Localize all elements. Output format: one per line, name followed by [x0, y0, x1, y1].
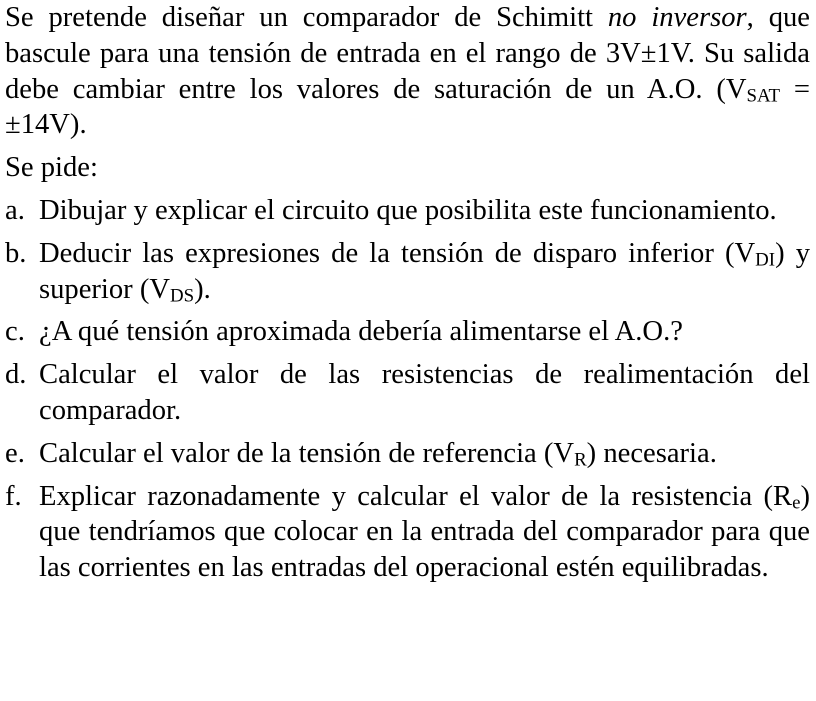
- problem-statement: [5, 0, 810, 143]
- item-text-3: ).: [194, 273, 211, 305]
- item-letter: b.: [5, 237, 27, 269]
- item-text-1: Explicar razonadamente y calcular el valor de la resistencia (R: [39, 480, 793, 512]
- vdi-subscript: DI: [755, 249, 776, 271]
- vds-subscript: DS: [170, 284, 195, 306]
- question-item-c: [5, 314, 810, 350]
- question-list: [5, 193, 810, 586]
- question-item-d: [5, 357, 810, 429]
- item-letter: f.: [5, 480, 22, 512]
- item-letter: e.: [5, 437, 25, 469]
- item-text: Calcular el valor de las resistencias de realimentación del comparador.: [39, 359, 810, 426]
- item-letter: a.: [5, 194, 25, 226]
- item-text: Dibujar y explicar el circuito que posibilita este funcionamiento.: [39, 194, 777, 226]
- item-text: ¿A qué tensión aproximada debería alimentarse el A.O.?: [39, 316, 683, 348]
- question-item-a: [5, 193, 810, 229]
- item-text-2: ) y superior (V: [39, 237, 810, 305]
- question-item-f: [5, 479, 810, 586]
- re-subscript: e: [792, 491, 801, 513]
- item-text-1: Calcular el valor de la tensión de referencia (V: [39, 437, 575, 469]
- item-text-2: ) que tendríamos que colocar en la entrada del comparador para que las corrientes en las entradas del operacional estén equilibradas.: [39, 480, 810, 584]
- intro-text-3: = ±14V).: [5, 73, 810, 141]
- vsat-subscript: SAT: [746, 84, 781, 106]
- vr-subscript: R: [574, 449, 587, 471]
- intro-emphasis: no inversor: [607, 2, 747, 33]
- item-text-1: Deducir las expresiones de la tensión de disparo inferior (V: [39, 237, 756, 269]
- question-item-e: [5, 436, 810, 472]
- se-pide-label: Se pide:: [5, 152, 98, 184]
- intro-text-2: , que bascule para una tensión de entrada en el rango de 3V±1V. Su salida debe cambiar entre los valores de saturación de un A.O. (V: [5, 2, 810, 105]
- item-text-2: ) necesaria.: [586, 437, 717, 469]
- question-item-b: [5, 236, 810, 308]
- intro-text-1: Se pretende diseñar un comparador de Schimitt: [5, 2, 608, 33]
- item-letter: d.: [5, 359, 27, 391]
- item-letter: c.: [5, 316, 25, 348]
